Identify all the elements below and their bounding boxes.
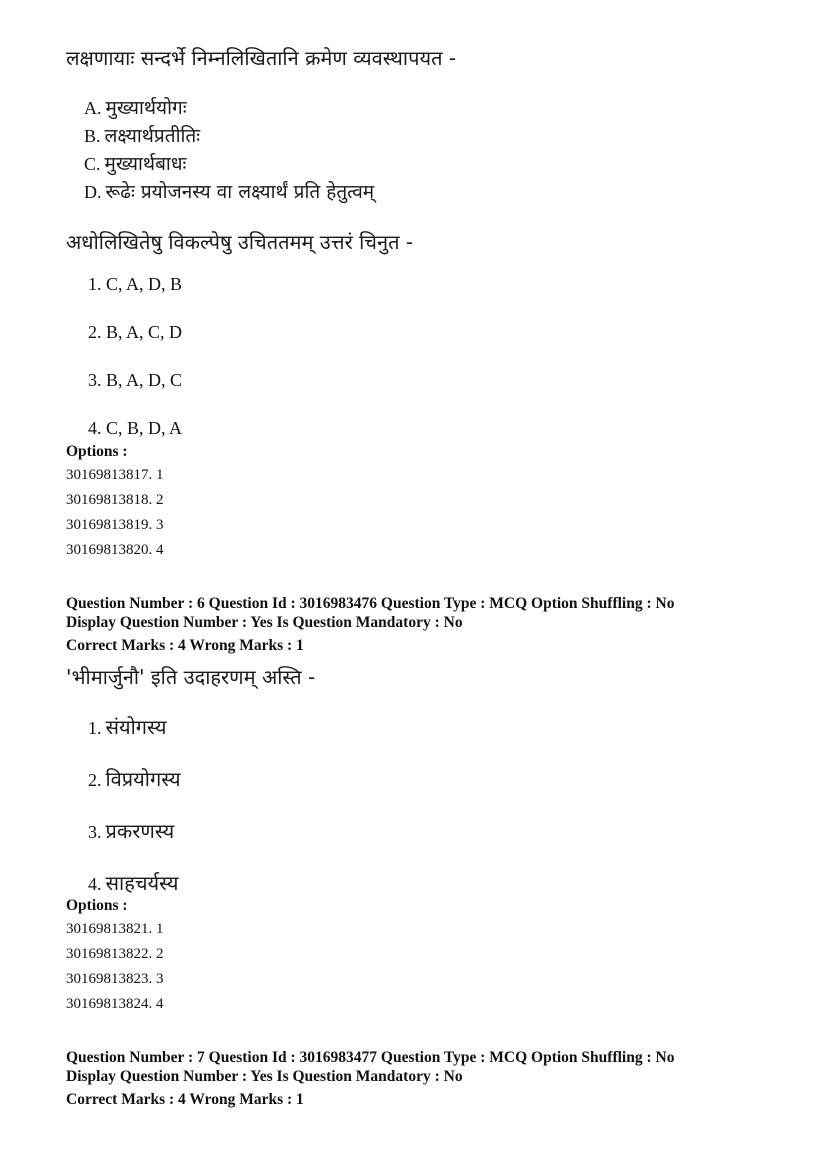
choice-text: विप्रयोगस्य: [105, 767, 181, 791]
statement-label: A.: [84, 98, 102, 118]
q6-meta-line-2: Display Question Number : Yes Is Question Mandatory : No: [66, 614, 463, 631]
q5-choice-2: 2. B, A, C, D: [88, 322, 183, 342]
q6-choice-1: [88, 713, 166, 740]
q7-meta-line-1: Question Number : 7 Question Id : 3016983477 Question Type : MCQ Option Shuffling : No: [66, 1049, 675, 1066]
q7-meta-line-2: Display Question Number : Yes Is Question Mandatory : No: [66, 1068, 463, 1085]
q7-meta-line-3: Correct Marks : 4 Wrong Marks : 1: [66, 1091, 304, 1108]
choice-number: 3.: [88, 822, 102, 842]
q6-choice-4: [88, 869, 179, 896]
q6-options-heading: Options :: [66, 897, 128, 914]
q5-option-id-4: 30169813820. 4: [66, 542, 164, 558]
q6-choice-3: [88, 817, 174, 844]
statement-text: लक्ष्यार्थप्रतीतिः: [104, 125, 201, 147]
choice-number: 2.: [88, 770, 102, 790]
statement-label: B.: [84, 126, 101, 146]
q6-meta-line-3: Correct Marks : 4 Wrong Marks : 1: [66, 637, 304, 654]
statement-text: मुख्यार्थयोगः: [105, 97, 187, 119]
statement-label: D.: [84, 182, 102, 202]
q5-option-id-3: 30169813819. 3: [66, 517, 164, 533]
q6-choice-2: [88, 765, 181, 792]
q6-option-id-4: 30169813824. 4: [66, 996, 164, 1012]
q5-statement-d: [84, 178, 374, 204]
q5-statement-c: [84, 150, 186, 176]
q5-option-id-1: 30169813817. 1: [66, 467, 164, 483]
choice-text: प्रकरणस्य: [105, 819, 175, 843]
q5-instruction: अधोलिखितेषु विकल्पेषु उचिततमम् उत्तरं चिनुत -: [66, 230, 414, 254]
choice-number: 4.: [88, 874, 102, 894]
q5-choice-1: 1. C, A, D, B: [88, 274, 183, 294]
q6-option-id-1: 30169813821. 1: [66, 921, 164, 937]
q5-choice-3: 3. B, A, D, C: [88, 370, 183, 390]
q5-choice-4: 4. C, B, D, A: [88, 418, 183, 438]
choice-text: संयोगस्य: [105, 715, 167, 739]
q5-option-id-2: 30169813818. 2: [66, 492, 164, 508]
choice-number: 1.: [88, 718, 102, 738]
q6-option-id-3: 30169813823. 3: [66, 971, 164, 987]
statement-text: मुख्यार्थबाधः: [104, 153, 187, 175]
q5-statement-b: [84, 122, 200, 148]
statement-label: C.: [84, 154, 101, 174]
q6-option-id-2: 30169813822. 2: [66, 946, 164, 962]
q6-stem: 'भीमार्जुनौ' इति उदाहरणम् अस्ति -: [66, 665, 316, 689]
q5-options-heading: Options :: [66, 443, 128, 460]
q5-statement-a: [84, 94, 187, 120]
choice-text: साहचर्यस्य: [105, 871, 179, 895]
q5-stem: लक्षणायाः सन्दर्भे निम्नलिखितानि क्रमेण व्यवस्थापयत -: [66, 46, 457, 70]
q6-meta-line-1: Question Number : 6 Question Id : 3016983476 Question Type : MCQ Option Shuffling : No: [66, 595, 675, 612]
statement-text: रूढेः प्रयोजनस्य वा लक्ष्यार्थं प्रति हेतुत्वम्: [105, 181, 375, 203]
